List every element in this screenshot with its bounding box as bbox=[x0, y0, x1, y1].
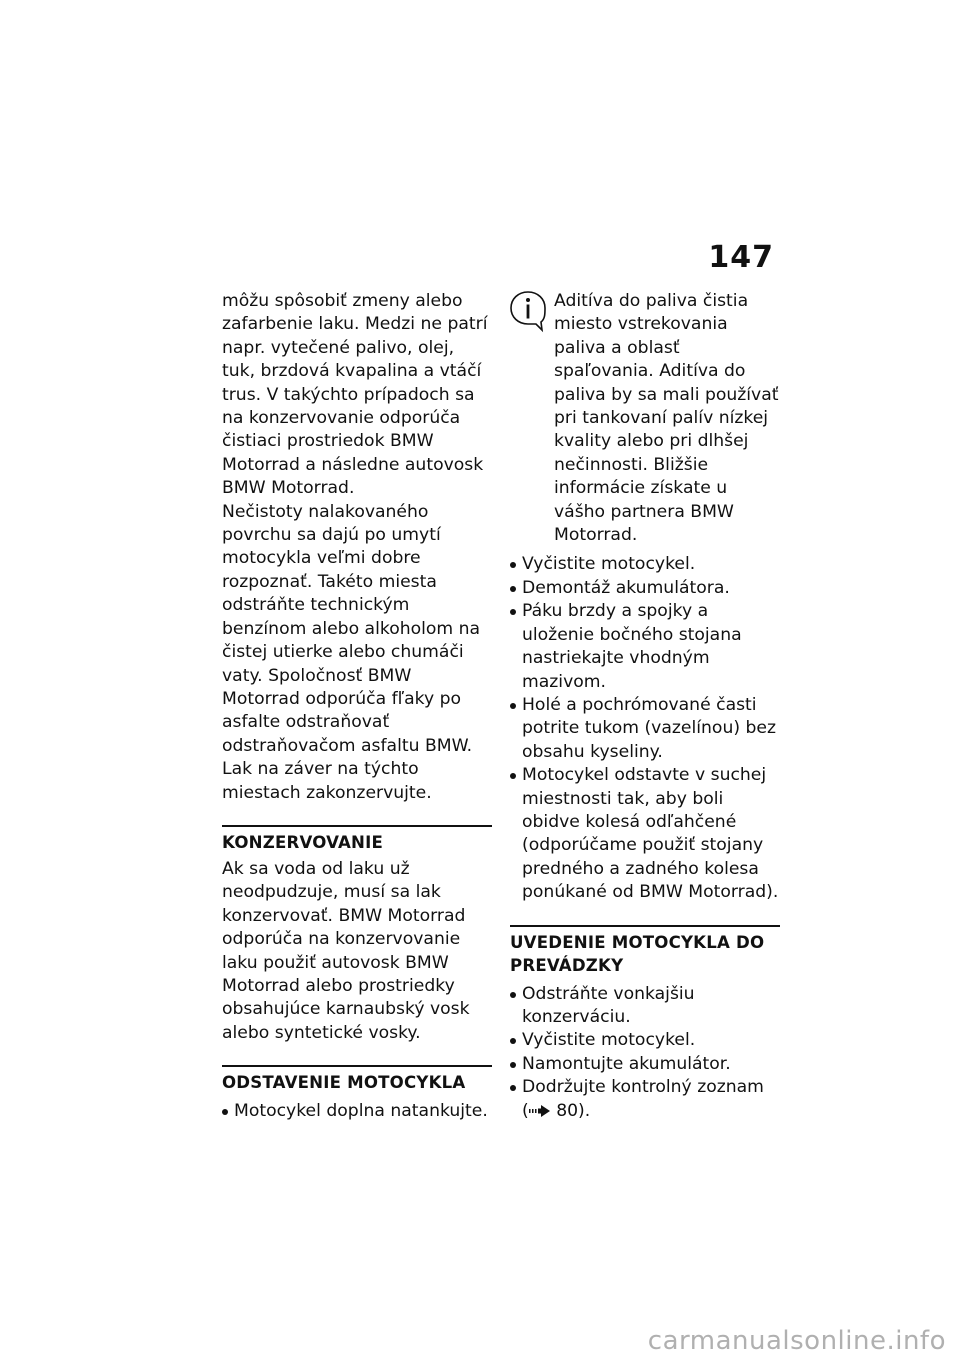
list-item: Vyčistite motocykel. bbox=[510, 1029, 780, 1052]
checklist-text: Dodržujte kontrolný zoznam bbox=[522, 1077, 764, 1098]
uvedenie-bullet-list bbox=[510, 983, 780, 1123]
storage-bullet-list bbox=[510, 553, 780, 904]
page-reference-link[interactable]: 80). bbox=[556, 1100, 591, 1121]
list-item: Namontujte akumulátor. bbox=[510, 1053, 780, 1076]
list-item: Odstráňte vonkajšiu konzerváciu. bbox=[510, 983, 780, 1030]
ref-open-paren: ( bbox=[522, 1100, 529, 1121]
arrow-right-icon bbox=[529, 1104, 551, 1118]
list-item bbox=[510, 1076, 780, 1123]
info-note bbox=[510, 290, 780, 547]
page-number: 147 bbox=[708, 240, 774, 275]
list-item: Motocykel doplna natankujte. bbox=[222, 1100, 492, 1123]
list-item: Motocykel odstavte v suchej miestnosti tak, aby boli obidve kolesá odľahčené (odporúčame použiť stojany predného a zadného kolesa ponúkané od BMW Motorrad). bbox=[510, 764, 780, 904]
intro-paragraph-2: Nečistoty nalakovaného povrchu sa dajú po umytí motocykla veľmi dobre rozpoznať. Takéto miesta odstráňte technickým benzínom alebo alkoholom na čistej utierke alebo chumáči vaty. Spoločnosť BMW Motorrad odporúča fľaky po asfalte odstraňovať odstraňovačom asfaltu BMW. Lak na záver na týchto miestach zakonzervujte. bbox=[222, 501, 481, 803]
left-column bbox=[222, 290, 492, 1124]
konzervovanie-text: Ak sa voda od laku už neodpudzuje, musí sa lak konzervovať. BMW Motorrad odporúča na konzervovanie laku použiť autovosk BMW Motorrad alebo prostriedky obsahujúce karnaubský vosk alebo syntetické vosky. bbox=[222, 858, 470, 1043]
list-item: Holé a pochrómované časti potrite tukom (vazelínou) bez obsahu kyseliny. bbox=[510, 694, 780, 764]
list-item: Páku brzdy a spojky a uloženie bočného stojana nastriekajte vhodným mazivom. bbox=[510, 600, 780, 694]
list-item: Vyčistite motocykel. bbox=[510, 553, 780, 576]
section-title-odstavenie: ODSTAVENIE MOTOCYKLA bbox=[222, 1065, 492, 1094]
info-icon bbox=[508, 290, 548, 334]
right-column bbox=[510, 290, 780, 1123]
odstavenie-bullet-list bbox=[222, 1100, 492, 1123]
section-title-uvedenie: UVEDENIE MOTOCYKLA DO PREVÁDZKY bbox=[510, 925, 780, 977]
section-title-konzervovanie: KONZERVOVANIE bbox=[222, 825, 492, 854]
info-note-text: Aditíva do paliva čistia miesto vstrekovania paliva a oblasť spaľovania. Aditíva do paliva by sa mali používať pri tankovaní palív nízkej kvality alebo pri dlhšej nečinnosti. Bližšie informácie získate u vášho partnera BMW Motorrad. bbox=[554, 291, 779, 546]
intro-paragraph-1: môžu spôsobiť zmeny alebo zafarbenie laku. Medzi ne patrí napr. vytečené palivo, olej, tuk, brzdová kvapalina a vtáčí trus. V takýchto prípadoch sa na konzervovanie odporúča čistiaci prostriedok BMW Motorrad a následne autovosk BMW Motorrad. bbox=[222, 291, 488, 499]
list-item: Demontáž akumulátora. bbox=[510, 577, 780, 600]
watermark: carmanualsonline.info bbox=[647, 1326, 946, 1356]
